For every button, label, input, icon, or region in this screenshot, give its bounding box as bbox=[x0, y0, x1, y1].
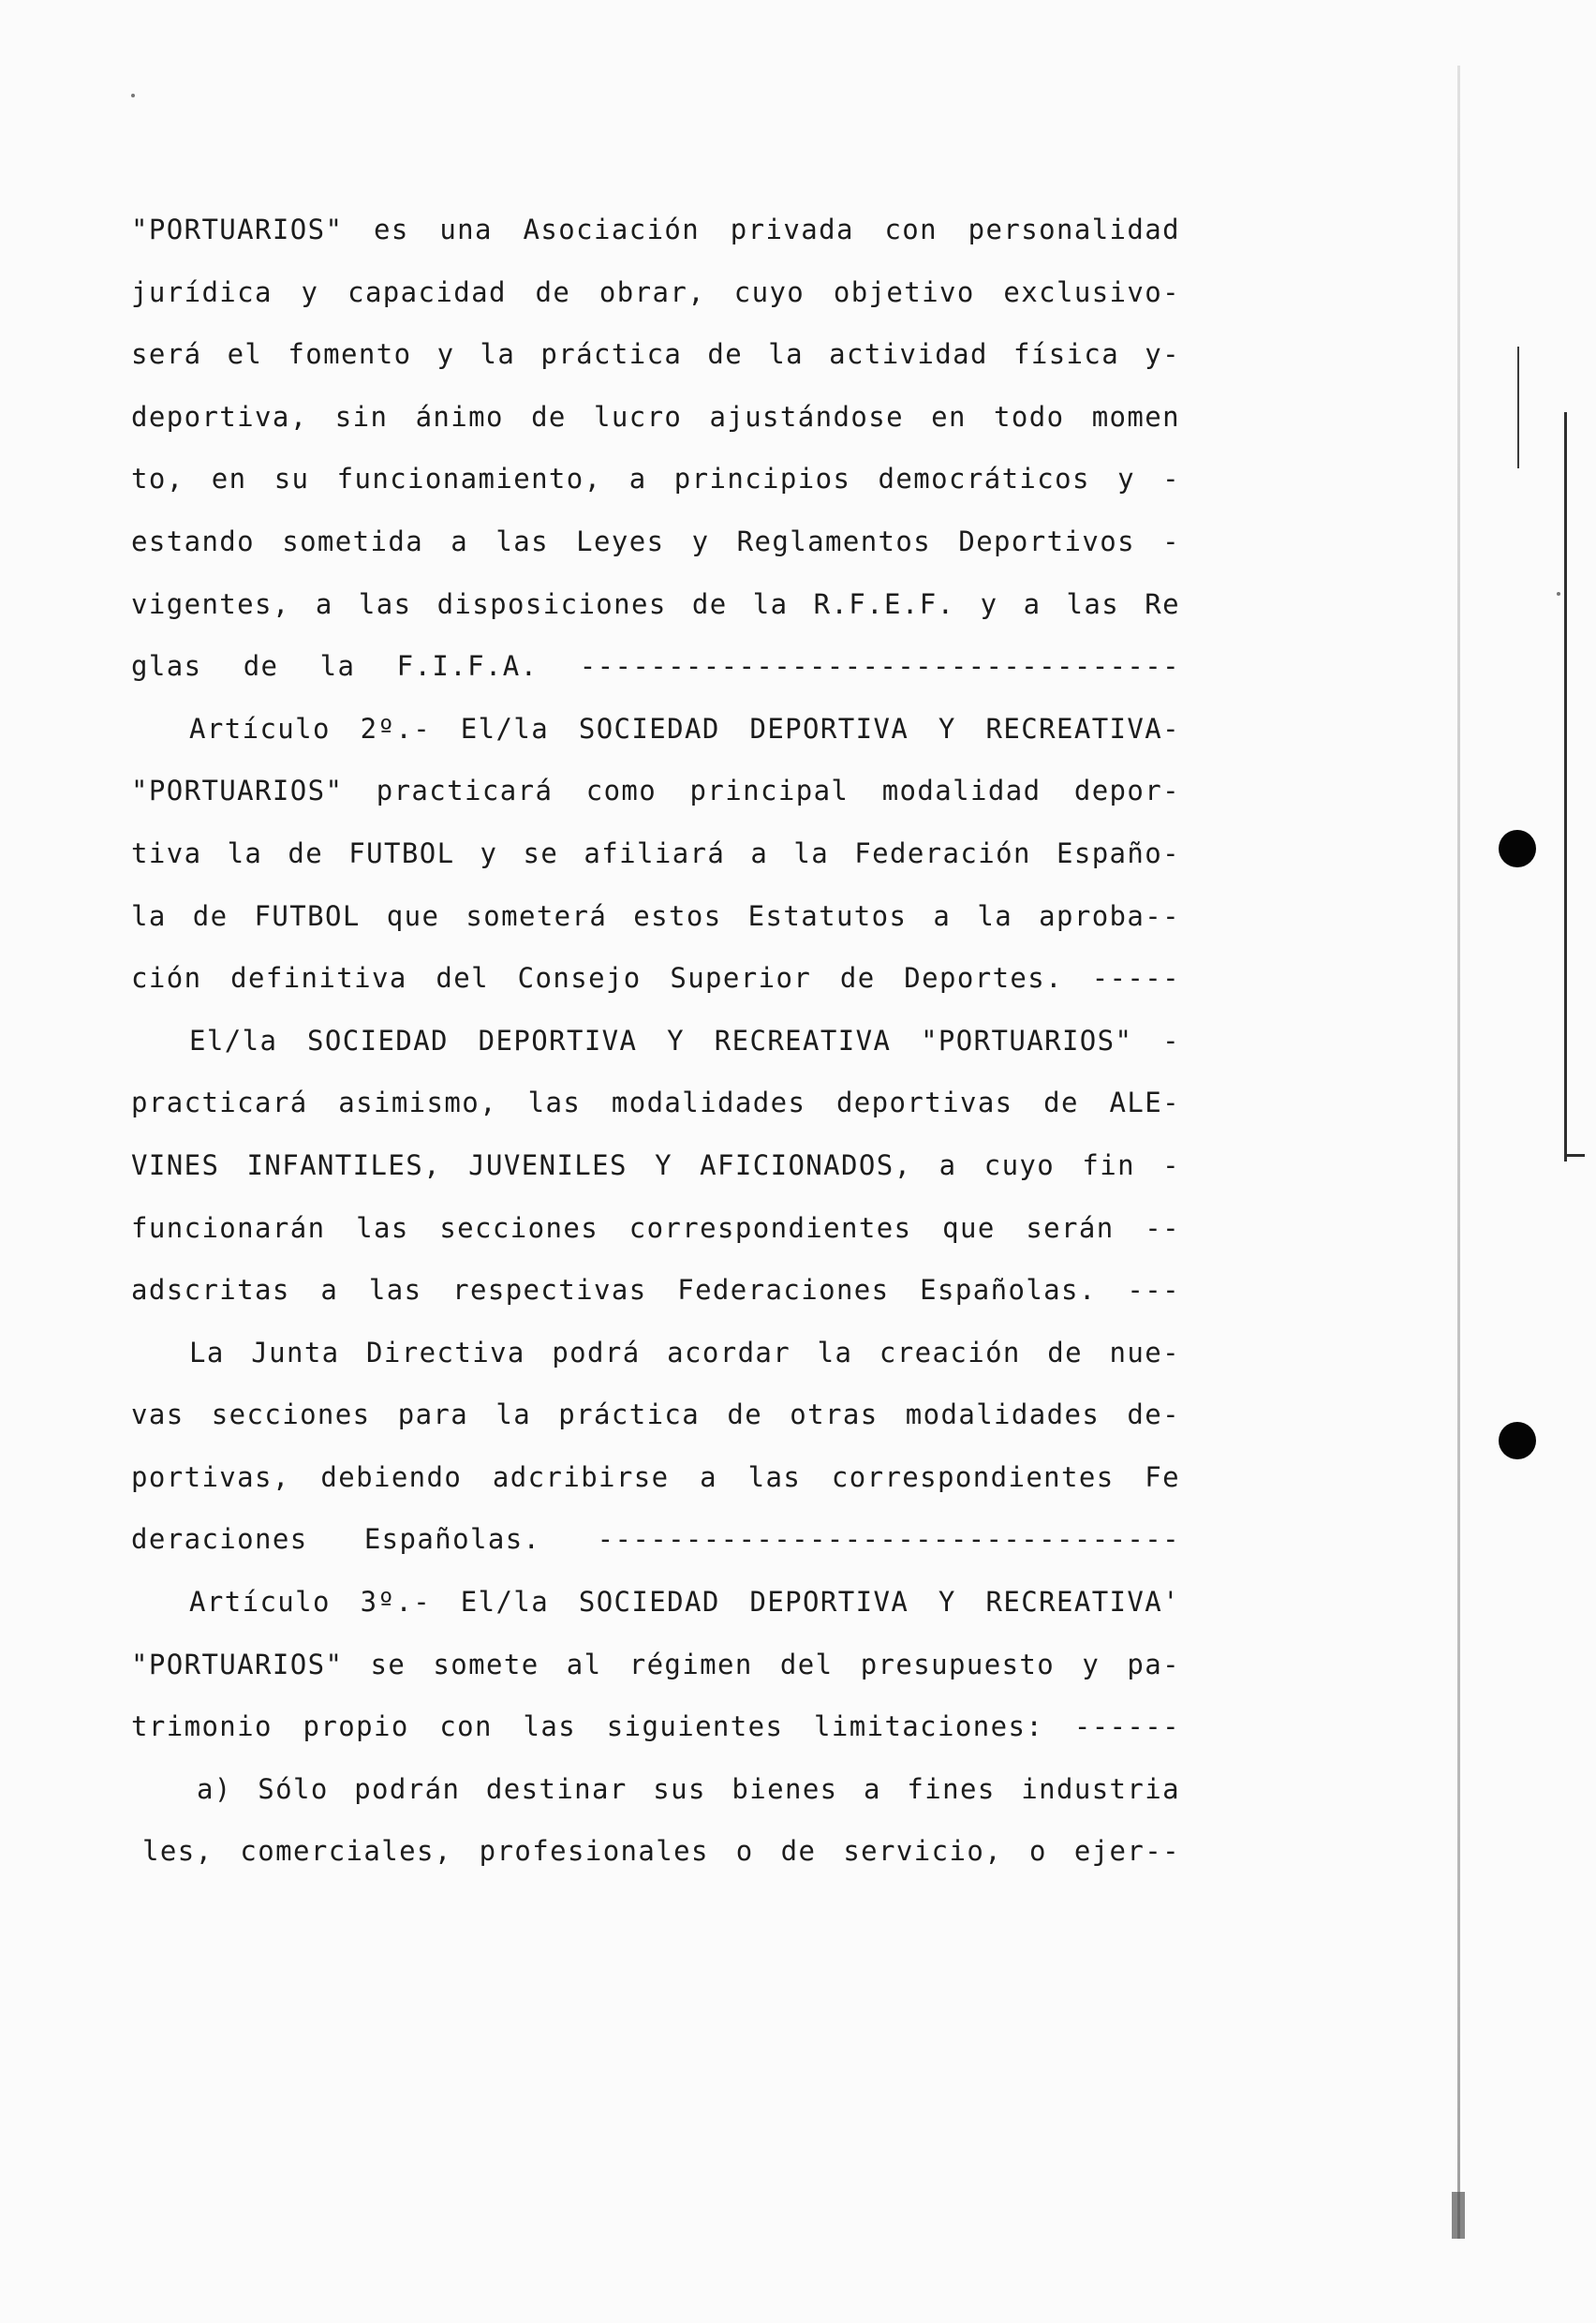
text-line: vigentes, a las disposiciones de la R.F.E.F. y a las Re bbox=[131, 587, 1180, 620]
scan-speck bbox=[1557, 592, 1560, 596]
text-line: "PORTUARIOS" se somete al régimen del presupuesto y pa- bbox=[131, 1648, 1180, 1680]
text-line: portivas, debiendo adcribirse a las correspondientes Fe bbox=[131, 1460, 1180, 1493]
punch-hole-icon bbox=[1499, 1422, 1536, 1459]
text-line: tiva la de FUTBOL y se afiliará a la Federación Españo- bbox=[131, 836, 1180, 869]
text-line: jurídica y capacidad de obrar, cuyo objetivo exclusivo- bbox=[131, 275, 1180, 308]
margin-mark bbox=[1517, 347, 1519, 468]
text-line: vas secciones para la práctica de otras modalidades de- bbox=[131, 1398, 1180, 1431]
page-fold-line bbox=[1457, 66, 1460, 2239]
article-heading-line: Artículo 2º.- El/la SOCIEDAD DEPORTIVA Y RECREATIVA- bbox=[189, 712, 1180, 745]
text-line: será el fomento y la práctica de la actividad física y- bbox=[131, 338, 1180, 371]
document-body bbox=[131, 199, 1180, 1883]
text-line: adscritas a las respectivas Federaciones Españolas. --- bbox=[131, 1274, 1180, 1307]
text-line: glas de la F.I.F.A. ---------------------------------- bbox=[131, 650, 1180, 683]
text-line: la de FUTBOL que someterá estos Estatutos a la aproba-- bbox=[131, 899, 1180, 932]
text-line: deraciones Españolas. --------------------------------- bbox=[131, 1523, 1180, 1556]
text-line: deportiva, sin ánimo de lucro ajustándose en todo momen bbox=[131, 400, 1180, 433]
article-heading-line: Artículo 3º.- El/la SOCIEDAD DEPORTIVA Y RECREATIVA' bbox=[189, 1586, 1180, 1619]
margin-mark bbox=[1564, 412, 1567, 1162]
text-line: ción definitiva del Consejo Superior de Deportes. ----- bbox=[131, 962, 1180, 995]
text-line: trimonio propio con las siguientes limitaciones: ------ bbox=[131, 1710, 1180, 1743]
text-line: funcionarán las secciones correspondientes que serán -- bbox=[131, 1211, 1180, 1244]
text-line: "PORTUARIOS" es una Asociación privada con personalidad bbox=[131, 214, 1180, 245]
paragraph-start-line: La Junta Directiva podrá acordar la creación de nue- bbox=[189, 1336, 1180, 1369]
list-item-line: a) Sólo podrán destinar sus bienes a fines industria bbox=[197, 1772, 1180, 1805]
paragraph-start-line: El/la SOCIEDAD DEPORTIVA Y RECREATIVA "PORTUARIOS" - bbox=[189, 1024, 1180, 1057]
margin-mark bbox=[1564, 1154, 1585, 1157]
text-line: VINES INFANTILES, JUVENILES Y AFICIONADOS, a cuyo fin - bbox=[131, 1148, 1180, 1181]
binding-mark bbox=[1452, 2192, 1465, 2239]
punch-hole-icon bbox=[1499, 830, 1536, 867]
text-line: estando sometida a las Leyes y Reglamentos Deportivos - bbox=[131, 525, 1180, 557]
scan-speck bbox=[131, 94, 135, 97]
text-line: to, en su funcionamiento, a principios democráticos y - bbox=[131, 463, 1180, 496]
text-line: les, comerciales, profesionales o de servicio, o ejer-- bbox=[142, 1835, 1180, 1868]
text-line: practicará asimismo, las modalidades deportivas de ALE- bbox=[131, 1087, 1180, 1119]
text-line: "PORTUARIOS" practicará como principal modalidad depor- bbox=[131, 775, 1180, 807]
